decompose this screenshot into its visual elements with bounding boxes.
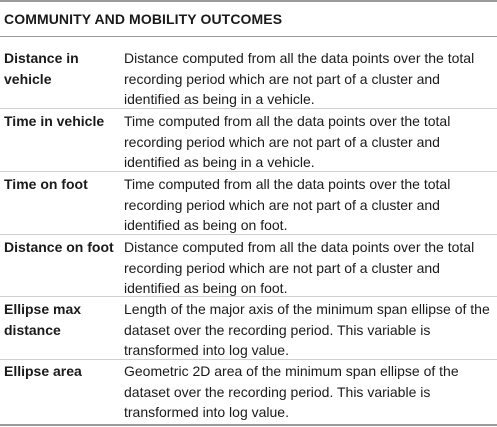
row-term: Ellipse area <box>4 363 82 379</box>
row-description: Time computed from all the data points over the total recording period which are not part of a cluster and identified as being on foot. <box>124 176 451 233</box>
table-title: COMMUNITY AND MOBILITY OUTCOMES <box>4 11 283 27</box>
row-description: Geometric 2D area of the minimum span ellipse of the dataset over the recording period. This variable is transformed into log value. <box>124 363 459 420</box>
row-divider <box>0 108 497 109</box>
row-description: Length of the major axis of the minimum span ellipse of the dataset over the recording period. This variable is transformed into log value. <box>124 301 490 358</box>
row-divider <box>0 359 497 360</box>
row-description: Time computed from all the data points over the total recording period which are not part of a cluster and identified as being in a vehicle. <box>124 113 451 170</box>
row-description: Distance computed from all the data points over the total recording period which are not part of a cluster and identified as being on foot. <box>124 239 475 296</box>
row-divider <box>0 234 497 235</box>
row-term: Time on foot <box>4 176 88 192</box>
bottom-rule <box>0 424 497 426</box>
row-term: Distance on foot <box>4 239 114 255</box>
row-description: Distance computed from all the data points over the total recording period which are not part of a cluster and identified as being in a vehicle. <box>124 50 475 107</box>
row-divider <box>0 171 497 172</box>
row-divider <box>0 296 497 297</box>
top-rule <box>0 0 497 2</box>
row-term: Ellipse max distance <box>4 301 82 338</box>
row-term: Distance in vehicle <box>4 50 79 87</box>
row-term: Time in vehicle <box>4 113 105 129</box>
header-rule <box>0 36 497 37</box>
